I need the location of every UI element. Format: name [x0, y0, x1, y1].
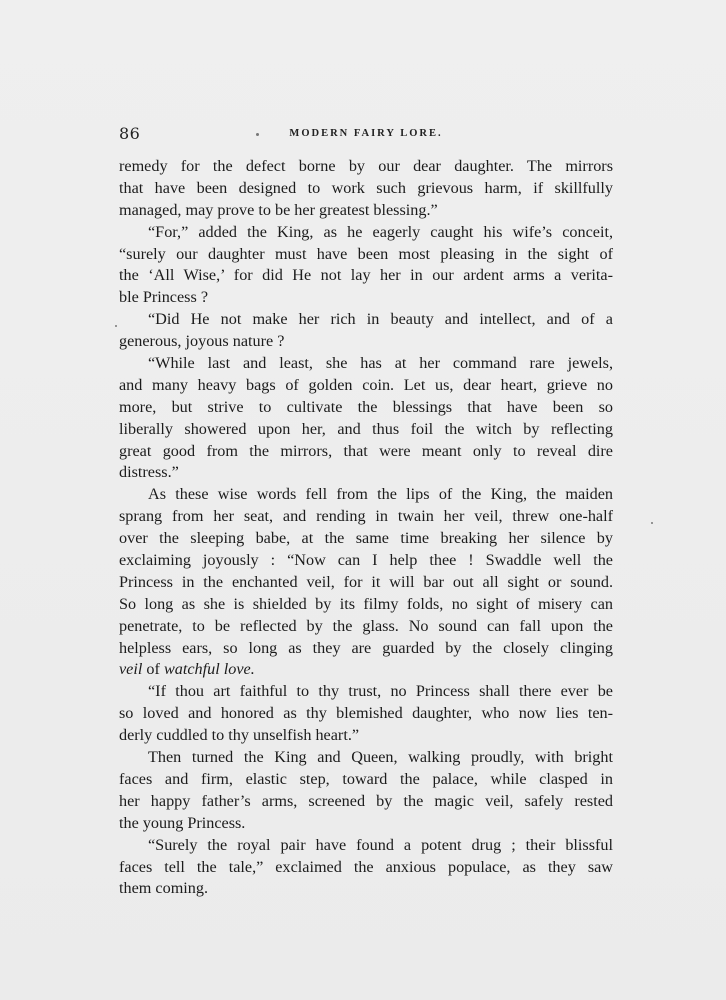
text-line: Princess in the enchanted veil, for it will bar out all sight or sound.: [119, 572, 613, 591]
text-line: Then turned the King and Queen, walking proudly, with bright: [148, 748, 613, 767]
text-line: distress.”: [119, 463, 179, 482]
text-line: and many heavy bags of golden coin. Let us, dear heart, grieve no: [119, 375, 613, 394]
text-line: helpless ears, so long as they are guarded by the closely clinging: [119, 638, 613, 657]
text-line: remedy for the defect borne by our dear daughter. The mirrors: [119, 157, 613, 175]
text-line: sprang from her seat, and rending in twain her veil, threw one-half: [119, 507, 613, 526]
text-line: derly cuddled to thy unselfish heart.”: [119, 726, 360, 745]
text-line: liberally showered upon her, and thus foil the witch by reflecting: [119, 419, 613, 438]
page-number: 86: [119, 124, 141, 143]
text-line: so loved and honored as thy blemished daughter, who now lies ten-: [119, 704, 613, 723]
text-line: “Surely the royal pair have found a potent drug ; their blissful: [148, 835, 613, 854]
text-line: them coming.: [119, 879, 209, 898]
page-header: [119, 124, 613, 146]
running-title: MODERN FAIRY LORE.: [289, 128, 443, 139]
paper-speck: [651, 522, 653, 524]
paper-speck: [256, 133, 259, 136]
italic-text: veil: [119, 660, 143, 679]
text-line: more, but strive to cultivate the blessings that have been so: [119, 397, 613, 416]
text-line: over the sleeping babe, at the same time breaking her silence by: [119, 529, 613, 548]
text-line: So long as she is shielded by its filmy folds, no sight of misery can: [119, 594, 613, 613]
text-line: managed, may prove to be her greatest blessing.”: [119, 200, 438, 219]
text-line: “If thou art faithful to thy trust, no Princess shall there ever be: [148, 682, 613, 701]
text-line: “surely our daughter must have been most pleasing in the sight of: [119, 244, 613, 263]
text-line: faces and firm, elastic step, toward the palace, while clasped in: [119, 769, 613, 788]
text-line: [119, 659, 613, 681]
text-line: the ‘All Wise,’ for did He not lay her in our ardent arms a verita-: [119, 266, 613, 285]
text-line: “For,” added the King, as he eagerly caught his wife’s conceit,: [148, 222, 613, 241]
plain-text: of: [142, 660, 164, 679]
text-line: that have been designed to work such grievous harm, if skillfully: [119, 178, 613, 197]
text-line: penetrate, to be reflected by the glass. No sound can fall upon the: [119, 616, 613, 635]
italic-text: watchful love.: [163, 660, 255, 679]
text-line: generous, joyous nature ?: [119, 332, 285, 351]
paper-speck: [115, 325, 117, 327]
text-line: great good from the mirrors, that were meant only to reveal dire: [119, 441, 613, 460]
text-line: her happy father’s arms, screened by the magic veil, safely rested: [119, 791, 613, 810]
text-line: “While last and least, she has at her command rare jewels,: [148, 354, 613, 373]
text-line: ble Princess ?: [119, 288, 209, 307]
text-line: As these wise words fell from the lips of the King, the maiden: [148, 485, 613, 504]
text-line: the young Princess.: [119, 813, 246, 832]
text-line: “Did He not make her rich in beauty and intellect, and of a: [148, 310, 613, 329]
text-line: exclaiming joyously : “Now can I help thee ! Swaddle well the: [119, 551, 613, 570]
body-text: [119, 156, 613, 900]
text-line: faces tell the tale,” exclaimed the anxious populace, as they saw: [119, 857, 613, 876]
